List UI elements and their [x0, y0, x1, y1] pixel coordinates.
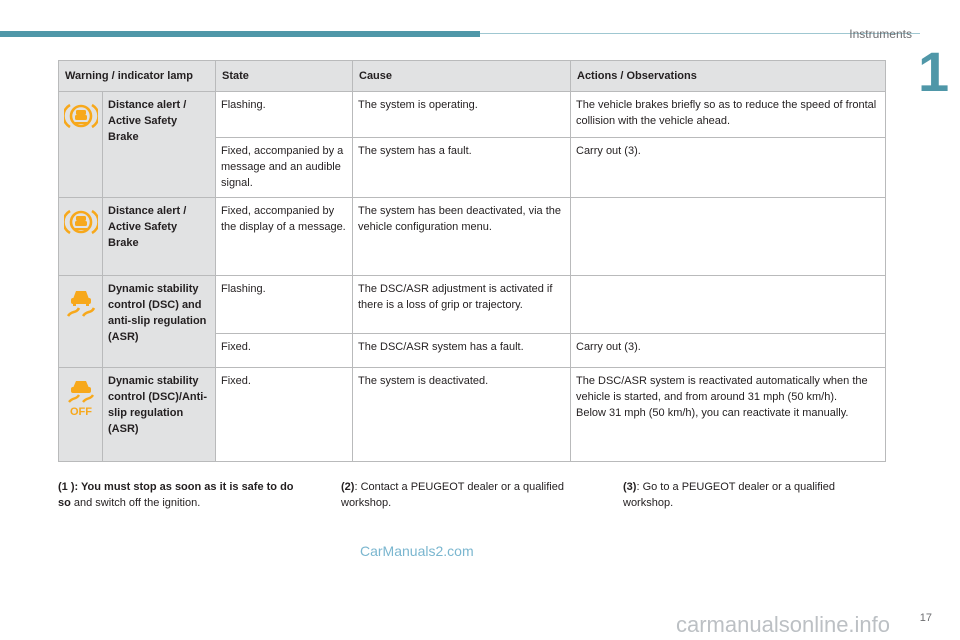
skid-car-icon [64, 284, 98, 318]
cause-cell: The system has been deactivated, via the vehicle configuration menu. [353, 198, 571, 276]
action-cell [571, 368, 886, 462]
action-cell [571, 276, 886, 334]
footnote-text: : Go to a PEUGEOT dealer or a qualified workshop. [623, 481, 835, 509]
lamp-name: Distance alert / Active Safety Brake [103, 198, 216, 276]
state-cell: Fixed, accompanied by a message and an audible signal. [216, 138, 353, 198]
indicator-table [58, 60, 886, 462]
col-header-actions: Actions / Observations [571, 61, 886, 92]
table-header-row [59, 61, 886, 92]
table-row [59, 198, 886, 276]
lamp-icon-cell [59, 368, 103, 462]
skid-car-off-icon [64, 376, 98, 416]
collision-warning-icon [64, 100, 98, 132]
footnote-3 [623, 479, 873, 511]
footnote-text: : Contact a PEUGEOT dealer or a qualified workshop. [341, 481, 564, 509]
footnote-ref: (3) [623, 481, 637, 493]
lamp-name: Distance alert / Active Safety Brake [103, 92, 216, 198]
header-accent-bar [0, 31, 480, 37]
cause-cell: The DSC/ASR system has a fault. [353, 334, 571, 368]
footnote-2 [341, 479, 591, 511]
footnote-1 [58, 479, 308, 511]
collision-warning-icon [64, 206, 98, 238]
action-cell: Carry out (3). [571, 334, 886, 368]
icon-off-label: OFF [69, 406, 92, 416]
page-number: 17 [919, 612, 932, 624]
action-cell [571, 198, 886, 276]
lamp-name: Dynamic stability control (DSC)/Anti-slip regulation (ASR) [103, 368, 216, 462]
table-row [59, 92, 886, 138]
lamp-icon-cell [59, 198, 103, 276]
action-text: The DSC/ASR system is reactivated automatically when the vehicle is started, and from around 31 mph (50 km/h). [576, 375, 868, 403]
lamp-name: Dynamic stability control (DSC) and anti-slip regulation (ASR) [103, 276, 216, 368]
table-row [59, 276, 886, 334]
cause-cell: The system has a fault. [353, 138, 571, 198]
state-cell: Fixed. [216, 368, 353, 462]
cause-cell: The system is deactivated. [353, 368, 571, 462]
chapter-number: 1 [918, 48, 950, 96]
action-text: Below 31 mph (50 km/h), you can reactivate it manually. [576, 407, 849, 419]
state-cell: Flashing. [216, 276, 353, 334]
footnote-text: and switch off the ignition. [70, 497, 201, 509]
watermark-footer: carmanualsonline.info [676, 612, 891, 637]
footnote-bold-text: : You must stop as soon as it is safe to do so [58, 481, 294, 509]
footnote-ref: (1 ) [58, 481, 75, 493]
state-cell: Fixed, accompanied by the display of a message. [216, 198, 353, 276]
state-cell: Fixed. [216, 334, 353, 368]
col-header-state: State [216, 61, 353, 92]
footnote-ref: (2) [341, 481, 355, 493]
col-header-lamp: Warning / indicator lamp [59, 61, 216, 92]
lamp-icon-cell [59, 276, 103, 368]
watermark-link[interactable]: CarManuals2.com [360, 543, 474, 559]
cause-cell: The DSC/ASR adjustment is activated if there is a loss of grip or trajectory. [353, 276, 571, 334]
table-row [59, 368, 886, 462]
action-cell: Carry out (3). [571, 138, 886, 198]
action-cell: The vehicle brakes briefly so as to reduce the speed of frontal collision with the vehicle ahead. [571, 92, 886, 138]
state-cell: Flashing. [216, 92, 353, 138]
col-header-cause: Cause [353, 61, 571, 92]
cause-cell: The system is operating. [353, 92, 571, 138]
footnotes [58, 479, 898, 515]
lamp-icon-cell [59, 92, 103, 198]
section-title: Instruments [849, 27, 912, 41]
